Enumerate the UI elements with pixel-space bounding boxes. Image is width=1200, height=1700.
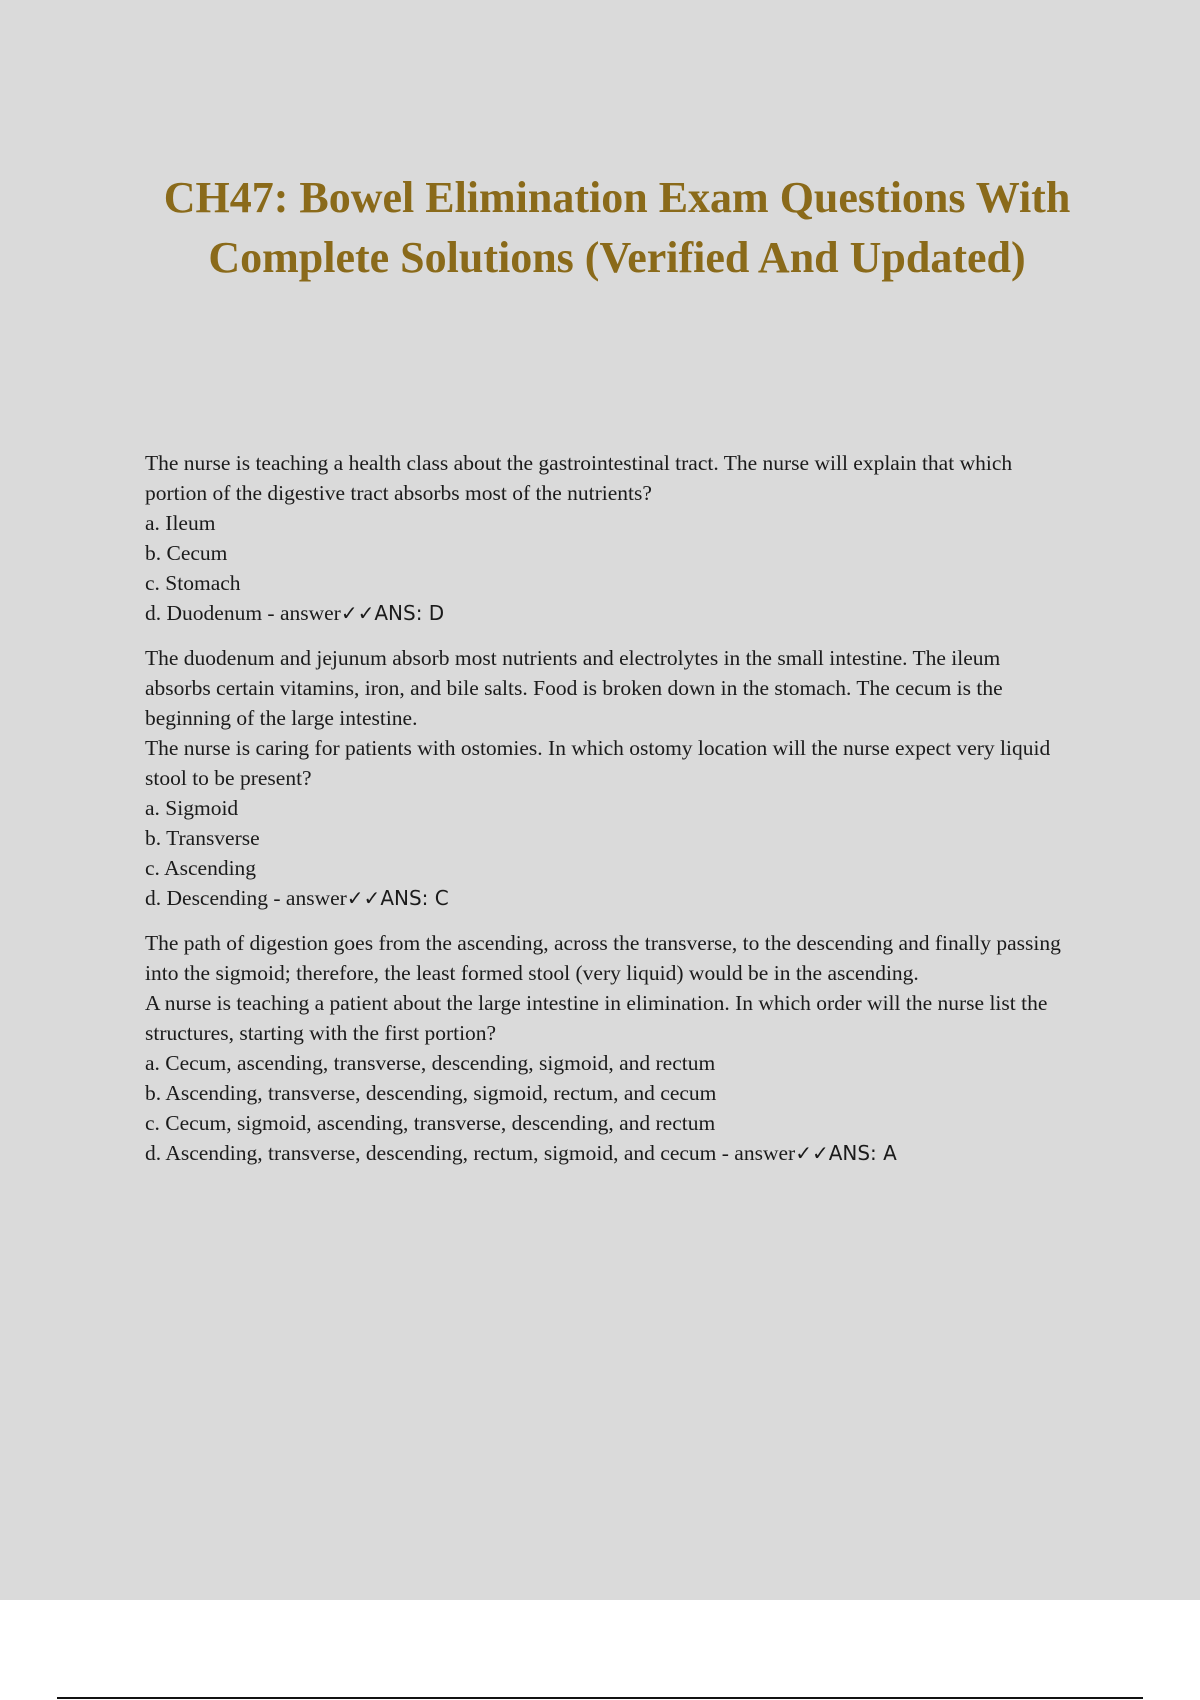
answer-key: ✓✓ANS: D: [340, 601, 445, 625]
answer-option: b. Cecum: [145, 541, 228, 565]
final-option-text: d. Duodenum - answer: [145, 601, 341, 625]
question-stem: The nurse is caring for patients with ostomies. In which ostomy location will the nurse expect very liquid stool to be present?: [145, 736, 1051, 790]
document-body: [145, 448, 1065, 1183]
question-stem: A nurse is teaching a patient about the large intestine in elimination. In which order will the nurse list the structures, starting with the first portion?: [145, 991, 1048, 1045]
document-title: CH47: Bowel Elimination Exam Questions With Complete Solutions (Verified And Updated): [163, 173, 1071, 282]
answer-key: ✓✓ANS: C: [346, 886, 449, 910]
answer-explanation: The path of digestion goes from the ascending, across the transverse, to the descending and finally passing into the sigmoid; therefore, the least formed stool (very liquid) would be in the ascending.: [145, 931, 1061, 985]
answer-option: c. Ascending: [145, 856, 257, 880]
answer-option: a. Ileum: [145, 511, 216, 535]
answer-option-final: [145, 598, 1065, 628]
final-option-text: d. Descending - answer: [145, 886, 347, 910]
answer-option: c. Cecum, sigmoid, ascending, transverse, descending, and rectum: [145, 1111, 716, 1135]
question-stem: The nurse is teaching a health class about the gastrointestinal tract. The nurse will explain that which portion of the digestive tract absorbs most of the nutrients?: [145, 451, 1013, 505]
answer-option: a. Sigmoid: [145, 796, 239, 820]
answer-option-final: [145, 1138, 1065, 1168]
final-option-text: d. Ascending, transverse, descending, rectum, sigmoid, and cecum - answer: [145, 1141, 796, 1165]
answer-key: ✓✓ANS: A: [795, 1141, 897, 1165]
answer-option: a. Cecum, ascending, transverse, descending, sigmoid, and rectum: [145, 1051, 716, 1075]
answer-option: b. Ascending, transverse, descending, sigmoid, rectum, and cecum: [145, 1081, 717, 1105]
answer-option: b. Transverse: [145, 826, 260, 850]
footer-divider: [57, 1697, 1143, 1699]
answer-explanation: The duodenum and jejunum absorb most nutrients and electrolytes in the small intestine. The ileum absorbs certain vitamins, iron, and bile salts. Food is broken down in the stomach. The cecum is the beginning of the large intestine.: [145, 646, 1003, 730]
answer-option-final: [145, 883, 1065, 913]
answer-option: c. Stomach: [145, 571, 241, 595]
